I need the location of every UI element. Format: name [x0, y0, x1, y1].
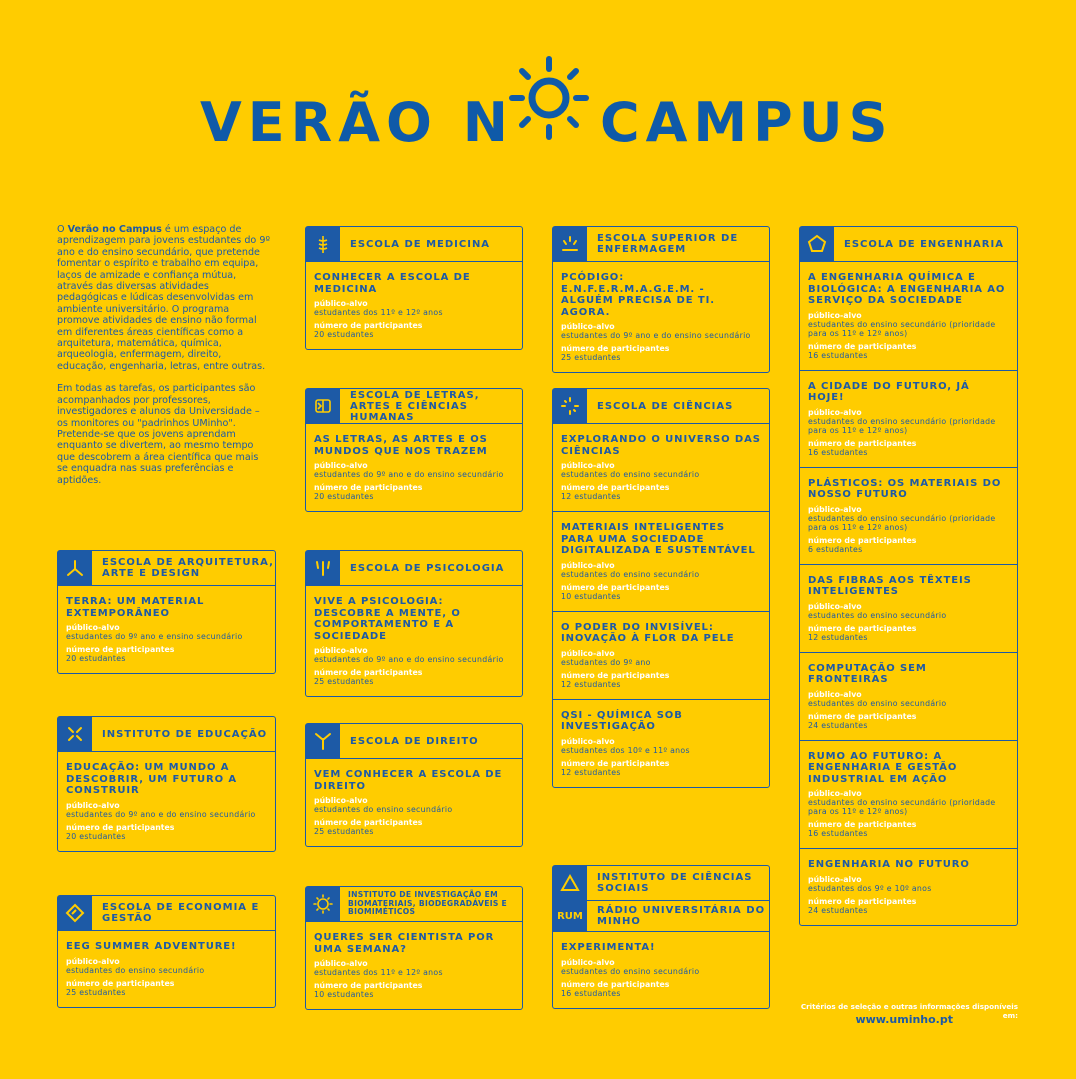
participants-value: 12 estudantes	[561, 492, 621, 501]
tripod-icon	[58, 551, 92, 585]
participants-value: 20 estudantes	[66, 654, 126, 663]
school-card	[305, 723, 523, 847]
activity-title: QSI - QUÍMICA SOB INVESTIGAÇÃO	[561, 709, 683, 732]
activity-title: CONHECER A ESCOLA DE MEDICINA	[314, 272, 471, 295]
target-value: estudantes do ensino secundário (prioridade para os 11º e 12º anos)	[808, 513, 996, 532]
school-name: ESCOLA DE PSICOLOGIA	[350, 562, 505, 574]
participants-value: 24 estudantes	[808, 905, 868, 915]
school-header	[800, 227, 1017, 262]
participants-value: 16 estudantes	[808, 350, 868, 360]
school-name: ESCOLA SUPERIOR DE ENFERMAGEM	[597, 233, 739, 255]
target-label: público-alvo	[314, 646, 368, 655]
school-name: ESCOLA DE ECONOMIA E GESTÃO	[102, 902, 260, 924]
activity	[553, 424, 769, 511]
target-value: estudantes dos 11º e 12º anos	[314, 968, 443, 977]
diamond-icon	[58, 896, 92, 930]
school-header	[553, 866, 769, 901]
participants-label: número de participantes	[561, 483, 670, 492]
activity	[800, 370, 1017, 467]
target-label: público-alvo	[561, 461, 615, 470]
participants-value: 25 estudantes	[314, 827, 374, 836]
intro-rest: é um espaço de aprendizagem para jovens estudantes do 9º ano e do ensino secundário, que pretende fomentar o espírito e trabalho em equipa, laços de amizade e confiança mútua, através das diversas atividades pedagógicas e lúdicas desenvolvidas em ambiente universitário. O programa promove atividades de ensino não formal em diferentes áreas científicas como a arquitetura, matemática, química, arqueologia, enfermagem, direito, educação, engenharia, letras, entre outras.	[57, 224, 270, 372]
activity	[58, 752, 275, 851]
school-card	[57, 550, 276, 674]
school-header	[58, 896, 275, 931]
scales-icon	[306, 724, 340, 758]
footer-note: Critérios de seleção e outras informações disponíveis em:	[800, 1002, 1018, 1020]
target-value: estudantes do ensino secundário	[66, 965, 205, 975]
activity	[553, 262, 769, 372]
intro-start: O	[57, 224, 68, 235]
rum-logo-icon: RUM	[553, 901, 587, 931]
school-card	[57, 895, 276, 1008]
participants-label: número de participantes	[561, 979, 670, 989]
participants-label: número de participantes	[561, 582, 670, 592]
school-name: INSTITUTO DE INVESTIGAÇÃO EM BIOMATERIAIS, BIODEGRADÁVEIS E BIOMIMÉTICOS	[348, 890, 508, 917]
target-value: estudantes dos 11º e 12º anos	[314, 308, 443, 317]
target-label: público-alvo	[808, 789, 862, 798]
activity-title: VEM CONHECER A ESCOLA DE DIREITO	[314, 769, 503, 792]
school-header	[306, 887, 522, 922]
activity	[800, 848, 1017, 925]
target-value: estudantes do ensino secundário	[561, 569, 700, 579]
target-label: público-alvo	[561, 648, 615, 658]
school-name: INSTITUTO DE EDUCAÇÃO	[102, 728, 268, 740]
target-value: estudantes do 9º ano e ensino secundário	[66, 632, 243, 641]
participants-label: número de participantes	[66, 645, 175, 654]
participants-value: 25 estudantes	[66, 987, 126, 997]
target-value: estudantes do ensino secundário (prioridade para os 11º e 12º anos)	[808, 319, 996, 338]
school-name: ESCOLA DE DIREITO	[350, 735, 479, 747]
target-value: estudantes do 9º ano e do ensino secundário	[314, 470, 504, 479]
sparkle-icon	[553, 389, 587, 423]
target-label: público-alvo	[808, 874, 862, 884]
participants-label: número de participantes	[561, 670, 670, 680]
participants-value: 20 estudantes	[314, 492, 374, 501]
participants-label: número de participantes	[561, 344, 670, 353]
target-value: estudantes do ensino secundário	[314, 805, 453, 814]
school-card	[799, 226, 1018, 926]
target-label: público-alvo	[561, 560, 615, 570]
sun-icon	[504, 55, 594, 141]
school-card	[305, 388, 523, 512]
participants-value: 20 estudantes	[66, 831, 126, 841]
target-label: público-alvo	[561, 322, 615, 331]
activity	[306, 922, 522, 1009]
activity	[553, 611, 769, 699]
star-burst-icon	[58, 717, 92, 751]
intro-text	[57, 224, 272, 497]
school-card	[552, 226, 770, 373]
target-label: público-alvo	[808, 689, 862, 699]
participants-label: número de participantes	[314, 483, 423, 492]
triangle-icon	[553, 866, 587, 900]
school-card	[552, 388, 770, 788]
logo-text-right: CAMPUS	[600, 91, 894, 154]
activity-title: EEG SUMMER ADVENTURE!	[66, 941, 237, 952]
school-header	[306, 551, 522, 586]
school-name: ESCOLA DE ENGENHARIA	[844, 238, 1004, 250]
school-name: ESCOLA DE CIÊNCIAS	[597, 400, 734, 412]
activity	[306, 759, 522, 846]
school-card	[57, 716, 276, 852]
school-card	[305, 550, 523, 697]
activity	[800, 564, 1017, 652]
school-header	[553, 389, 769, 424]
target-label: público-alvo	[314, 959, 368, 968]
school-header	[306, 389, 522, 424]
target-value: estudantes do ensino secundário	[808, 698, 947, 708]
target-label: público-alvo	[314, 796, 368, 805]
target-label: público-alvo	[66, 623, 120, 632]
target-value: estudantes do ensino secundário	[561, 470, 700, 479]
school-header	[58, 551, 275, 586]
participants-label: número de participantes	[314, 321, 423, 330]
participants-value: 25 estudantes	[314, 677, 374, 686]
participants-value: 10 estudantes	[561, 591, 621, 601]
activity	[800, 467, 1017, 564]
activity-title: COMPUTAÇÃO SEM FRONTEIRAS	[808, 662, 927, 685]
activity-title: VIVE A PSICOLOGIA: DESCOBRE A MENTE, O COMPORTAMENTO E A SOCIEDADE	[314, 596, 461, 642]
target-value: estudantes do 9º ano	[561, 657, 651, 667]
target-value: estudantes do ensino secundário (prioridade para os 11º e 12º anos)	[808, 416, 996, 435]
gear-ring-icon	[306, 887, 340, 921]
activity	[58, 931, 275, 1007]
participants-value: 12 estudantes	[561, 679, 621, 689]
school-name: ESCOLA DE ARQUITETURA, ARTE E DESIGN	[102, 557, 274, 579]
target-label: público-alvo	[314, 299, 368, 308]
sunrise-icon	[553, 227, 587, 261]
participants-value: 12 estudantes	[808, 632, 868, 642]
participants-value: 25 estudantes	[561, 353, 621, 362]
target-label: público-alvo	[808, 601, 862, 611]
participants-label: número de participantes	[808, 535, 917, 545]
activity	[58, 586, 275, 673]
target-value: estudantes do ensino secundário	[808, 610, 947, 620]
activity	[553, 511, 769, 611]
target-label: público-alvo	[561, 957, 615, 967]
activity-title: QUERES SER CIENTISTA POR UMA SEMANA?	[314, 932, 495, 955]
participants-label: número de participantes	[808, 711, 917, 721]
activity-title: EDUCAÇÃO: UM MUNDO A DESCOBRIR, UM FUTURO A CONSTRUIR	[66, 762, 238, 796]
activity-title: RUMO AO FUTURO: A ENGENHARIA E GESTÃO INDUSTRIAL EM AÇÃO	[808, 750, 958, 785]
target-value: estudantes dos 10º e 11º anos	[561, 745, 690, 755]
footer-url[interactable]: www.uminho.pt	[855, 1013, 953, 1026]
school-card	[305, 886, 523, 1010]
intro-paragraph-2: Em todas as tarefas, os participantes são acompanhados por professores, investigadores e alunos da Universidade – os monitores ou "padrinhos UMinho". Pretende-se que os jovens aprendam enquanto se divertem, ao mesmo tempo que descobrem a área científica que mais se enquadra nas suas preferências e aptidões.	[57, 383, 260, 486]
activity	[306, 586, 522, 696]
activity-title: ENGENHARIA NO FUTURO	[808, 859, 970, 870]
target-label: público-alvo	[808, 504, 862, 514]
psi-icon	[306, 551, 340, 585]
activity	[306, 424, 522, 511]
participants-value: 16 estudantes	[808, 447, 868, 457]
participants-label: número de participantes	[314, 668, 423, 677]
participants-label: número de participantes	[808, 896, 917, 906]
activity-title: TERRA: UM MATERIAL EXTEMPORÂNEO	[66, 596, 205, 619]
participants-value: 16 estudantes	[808, 829, 868, 838]
activity-title: O PODER DO INVISÍVEL: INOVAÇÃO À FLOR DA PELE	[561, 621, 735, 644]
school-header	[306, 724, 522, 759]
target-value: estudantes do ensino secundário (prioridade para os 11º e 12º anos)	[808, 798, 996, 816]
intro-bold: Verão no Campus	[67, 224, 162, 235]
participants-label: número de participantes	[66, 978, 175, 988]
participants-label: número de participantes	[314, 818, 423, 827]
target-value: estudantes dos 9º e 10º anos	[808, 883, 932, 893]
school-header	[306, 227, 522, 262]
school-name: ESCOLA DE LETRAS, ARTES E CIÊNCIAS HUMANAS	[350, 389, 480, 423]
activity	[553, 699, 769, 787]
sub-school-name: RÁDIO UNIVERSITÁRIA DO MINHO	[597, 905, 766, 927]
target-label: público-alvo	[561, 736, 615, 746]
participants-label: número de participantes	[808, 820, 917, 829]
participants-label: número de participantes	[314, 981, 423, 990]
participants-label: número de participantes	[808, 341, 917, 351]
activity-title: PLÁSTICOS: OS MATERIAIS DO NOSSO FUTURO	[808, 477, 1002, 500]
logo	[200, 55, 894, 155]
activity-title: DAS FIBRAS AOS TÊXTEIS INTELIGENTES	[808, 574, 972, 597]
caduceus-icon	[306, 227, 340, 261]
school-header	[553, 227, 769, 262]
school-name: ESCOLA DE MEDICINA	[350, 238, 491, 250]
activity	[553, 932, 769, 1008]
target-value: estudantes do 9º ano e do ensino secundário	[314, 655, 504, 664]
activity-title: EXPLORANDO O UNIVERSO DAS CIÊNCIAS	[561, 434, 761, 457]
target-label: público-alvo	[66, 956, 120, 966]
participants-label: número de participantes	[808, 623, 917, 633]
activity	[800, 652, 1017, 740]
school-name: INSTITUTO DE CIÊNCIAS SOCIAIS	[597, 872, 753, 894]
intro-paragraph-1	[57, 224, 272, 372]
book-icon	[306, 389, 340, 423]
target-label: público-alvo	[808, 310, 862, 320]
activity	[306, 262, 522, 349]
school-header	[58, 717, 275, 752]
target-value: estudantes do 9º ano e do ensino secundário	[66, 809, 256, 819]
activity-title: A ENGENHARIA QUÍMICA E BIOLÓGICA: A ENGENHARIA AO SERVIÇO DA SOCIEDADE	[808, 272, 1006, 306]
pentagon-icon	[800, 227, 834, 261]
target-label: público-alvo	[66, 800, 120, 810]
target-value: estudantes do 9º ano e do ensino secundário	[561, 331, 751, 340]
target-label: público-alvo	[808, 407, 862, 417]
participants-value: 10 estudantes	[314, 990, 374, 999]
participants-value: 6 estudantes	[808, 544, 863, 554]
participants-value: 16 estudantes	[561, 988, 621, 998]
activity	[800, 740, 1017, 849]
participants-value: 12 estudantes	[561, 767, 621, 777]
activity-title: EXPERIMENTA!	[561, 942, 656, 953]
target-value: estudantes do ensino secundário	[561, 966, 700, 976]
participants-label: número de participantes	[808, 438, 917, 448]
sub-school-header	[553, 901, 769, 932]
activity-title: AS LETRAS, AS ARTES E OS MUNDOS QUE NOS TRAZEM	[314, 434, 488, 457]
activity-title: PCÓDIGO: E.N.F.E.R.M.A.G.E.M. - ALGUÉM PRECISA DE TI. AGORA.	[561, 272, 715, 318]
logo-text-left: VERÃO N	[200, 91, 514, 154]
school-card	[552, 865, 770, 1009]
activity-title: A CIDADE DO FUTURO, JÁ HOJE!	[808, 380, 970, 403]
participants-label: número de participantes	[66, 822, 175, 832]
participants-value: 24 estudantes	[808, 720, 868, 730]
activity-title: MATERIAIS INTELIGENTES PARA UMA SOCIEDADE DIGITALIZADA E SUSTENTÁVEL	[561, 522, 756, 556]
school-card	[305, 226, 523, 350]
participants-label: número de participantes	[561, 758, 670, 768]
target-label: público-alvo	[314, 461, 368, 470]
participants-value: 20 estudantes	[314, 330, 374, 339]
activity	[800, 262, 1017, 370]
